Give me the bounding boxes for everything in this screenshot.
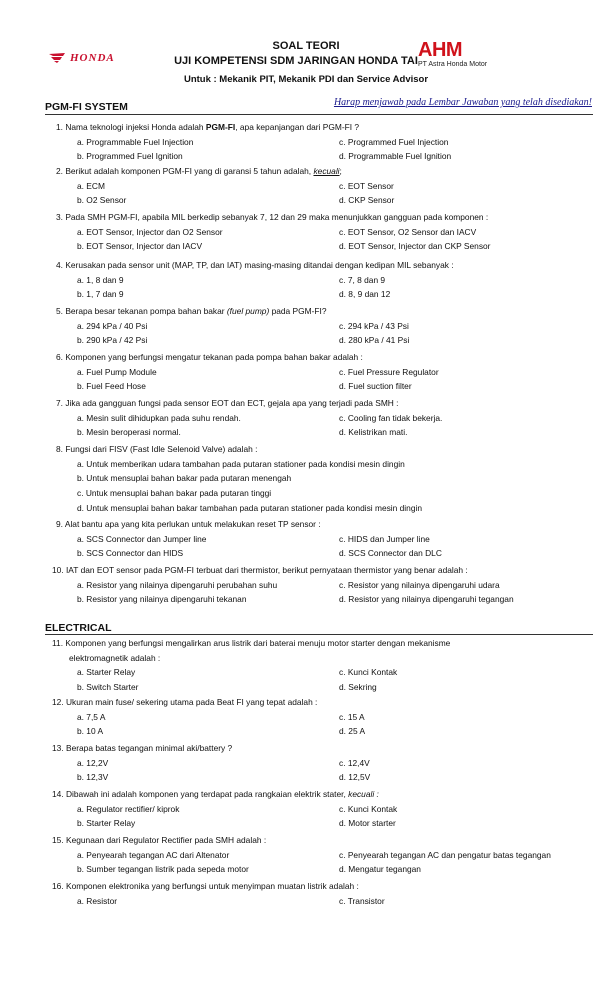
answer-option: a. Regulator rectifier/ kiprok [77, 803, 180, 814]
question-number: 1. [56, 122, 66, 132]
question-number: 9. [56, 519, 65, 529]
answer-option: a. ECM [77, 180, 105, 191]
question-number: 16. [52, 881, 66, 891]
answer-option: a. Starter Relay [77, 667, 136, 678]
question [56, 212, 488, 223]
ahm-logo-text: AHM [418, 39, 463, 61]
question-number: 5. [56, 306, 66, 316]
answer-option: a. Fuel Pump Module [77, 366, 157, 377]
question-text: Kerusakan pada sensor unit (MAP, TP, dan IAT) masing-masing ditandai dengan kedipan MIL sebanyak : [65, 260, 454, 270]
question-text: Jika ada gangguan fungsi pada sensor EOT dan ECT, gejala apa yang terjadi pada SMH : [65, 398, 399, 408]
question [52, 565, 468, 576]
question [56, 306, 327, 317]
answer-option: c. 294 kPa / 43 Psi [339, 320, 409, 331]
honda-logo-text: HONDA [70, 52, 115, 64]
question-number: 6. [56, 352, 66, 362]
answer-option: a. Penyearah tegangan AC dari Altenator [77, 849, 230, 860]
question-text: PGM-FI [205, 122, 236, 132]
answer-option: a. Resistor [77, 895, 118, 906]
question-text: (fuel pump) [226, 306, 270, 316]
question-number: 8. [56, 444, 66, 454]
answer-option: b. 290 kPa / 42 Psi [77, 335, 148, 346]
answer-option: a. 7,5 A [77, 711, 106, 722]
question [52, 881, 359, 892]
answer-option: b. EOT Sensor, Injector dan IACV [77, 241, 203, 252]
answer-option: b. Resistor yang nilainya dipengaruhi tekanan [77, 594, 247, 605]
section-divider [45, 634, 593, 635]
answer-option: d. 25 A [339, 726, 366, 737]
answer-option: d. 8, 9 dan 12 [339, 289, 391, 300]
question-number: 13. [52, 743, 66, 753]
answer-option: d. Resistor yang nilainya dipengaruhi tegangan [339, 594, 514, 605]
exam-subtitle: UJI KOMPETENSI SDM JARINGAN HONDA TAI [174, 55, 418, 67]
answer-option: a. 12,2V [77, 757, 109, 768]
section-title: PGM-FI SYSTEM [45, 101, 128, 113]
question-text-continued: elektromagnetik adalah : [69, 652, 161, 663]
answer-option: d. Sekring [339, 682, 377, 693]
answer-option: b. Starter Relay [77, 818, 136, 829]
answer-option: b. 1, 7 dan 9 [77, 289, 124, 300]
question-number: 10. [52, 565, 66, 575]
answer-option: c. EOT Sensor [339, 180, 394, 191]
answer-option: b. Mesin beroperasi normal. [77, 427, 181, 438]
ahm-logo-subtext: PT Astra Honda Motor [418, 61, 488, 68]
answer-option: c. Transistor [339, 895, 385, 906]
answer-option: b. 12,3V [77, 772, 109, 783]
ahm-logo [418, 40, 508, 69]
answer-option: c. Kunci Kontak [339, 667, 398, 678]
exam-title: SOAL TEORI [272, 40, 340, 52]
answer-option: a. Programmable Fuel Injection [77, 136, 194, 147]
question-text: Ukuran main fuse/ sekering utama pada Beat FI yang tepat adalah : [65, 697, 318, 707]
question [52, 789, 379, 800]
exam-audience: Untuk : Mekanik PIT, Mekanik PDI dan Service Advisor [183, 74, 429, 85]
question-text: Fungsi dari FISV (Fast Idle Selenoid Valve) adalah : [65, 444, 258, 454]
answer-option: a. 294 kPa / 40 Psi [77, 320, 148, 331]
answer-option: c. 15 A [339, 711, 365, 722]
answer-option: c. Resistor yang nilainya dipengaruhi udara [339, 579, 500, 590]
answer-option: b. SCS Connector dan HIDS [77, 548, 184, 559]
answer-instruction: Harap menjawab pada Lembar Jawaban yang telah disediakan! [333, 97, 592, 108]
question-text: Komponen yang berfungsi mengatur tekanan pada pompa bahan bakar adalah : [65, 352, 363, 362]
question-text: kecuali [313, 166, 340, 176]
section-divider [45, 114, 593, 115]
question-text: pada PGM-FI? [269, 306, 327, 316]
answer-option: b. Switch Starter [77, 682, 139, 693]
answer-option: b. O2 Sensor [77, 195, 127, 206]
question-number: 15. [52, 835, 66, 845]
answer-option: a. EOT Sensor, Injector dan O2 Sensor [77, 226, 223, 237]
answer-option: c. Cooling fan tidak bekerja. [339, 412, 443, 423]
answer-option: d. Fuel suction filter [339, 381, 412, 392]
answer-option: d. SCS Connector dan DLC [339, 548, 442, 559]
question [56, 166, 342, 177]
answer-option: d. 280 kPa / 41 Psi [339, 335, 410, 346]
question-text: Berapa batas tegangan minimal aki/battery ? [65, 743, 233, 753]
question-number: 3. [56, 212, 66, 222]
answer-option: c. EOT Sensor, O2 Sensor dan IACV [339, 226, 477, 237]
question [56, 519, 321, 530]
question [56, 444, 257, 455]
question-text: Pada SMH PGM-FI, apabila MIL berkedip sebanyak 7, 12 dan 29 maka menunjukkan gangguan pada komponen : [65, 212, 489, 222]
answer-option: c. Programmed Fuel Injection [339, 136, 449, 147]
answer-option: d. CKP Sensor [339, 195, 395, 206]
question-number: 4. [56, 260, 66, 270]
question [56, 398, 399, 409]
answer-option: b. Programmed Fuel Ignition [77, 151, 183, 162]
answer-option: a. SCS Connector dan Jumper line [77, 533, 207, 544]
question [56, 260, 454, 271]
answer-option: d. Mengatur tegangan [339, 864, 421, 875]
question-text: IAT dan EOT sensor pada PGM-FI terbuat dari thermistor, berikut pernyataan thermistor yang benar adalah : [65, 565, 468, 575]
answer-option: c. Kunci Kontak [339, 803, 398, 814]
question-text: Komponen elektronika yang berfungsi untuk menyimpan muatan listrik adalah : [65, 881, 359, 891]
answer-option: c. 12,4V [339, 757, 370, 768]
answer-option: b. Untuk mensuplai bahan bakar pada putaran menengah [77, 473, 292, 484]
question [52, 835, 266, 846]
question [56, 352, 363, 363]
answer-option: d. EOT Sensor, Injector dan CKP Sensor [339, 241, 491, 252]
question-text: kecuali : [348, 789, 379, 799]
answer-option: b. Fuel Feed Hose [77, 381, 146, 392]
answer-option: a. Resistor yang nilainya dipengaruhi perubahan suhu [77, 579, 278, 590]
question-number: 2. [56, 166, 66, 176]
question-number: 12. [52, 697, 66, 707]
question-number: 14. [52, 789, 66, 799]
question-number: 11. [52, 638, 66, 648]
answer-option: a. Mesin sulit dihidupkan pada suhu rendah. [77, 412, 241, 423]
question [52, 638, 450, 649]
question-text: ; [339, 166, 342, 176]
section-title: ELECTRICAL [45, 622, 112, 634]
answer-option: b. Sumber tegangan listrik pada sepeda motor [77, 864, 249, 875]
question-text: Kegunaan dari Regulator Rectifier pada SMH adalah : [65, 835, 267, 845]
question-text: , apa kepanjangan dari PGM-FI ? [235, 122, 360, 132]
answer-option: d. 12,5V [339, 772, 371, 783]
question-text: Komponen yang berfungsi mengalirkan arus listrik dari baterai menuju motor starter dengan mekanisme [65, 638, 451, 648]
question-text: Alat bantu apa yang kita perlukan untuk melakukan reset TP sensor : [64, 519, 321, 529]
answer-option: c. HIDS dan Jumper line [339, 533, 430, 544]
answer-option: d. Kelistrikan mati. [339, 427, 408, 438]
question-text: Dibawah ini adalah komponen yang terdapat pada rangkaian elektrik stater, [65, 789, 349, 799]
answer-option: b. 10 A [77, 726, 104, 737]
question [52, 743, 232, 754]
question-text: Berapa besar tekanan pompa bahan bakar [65, 306, 227, 316]
answer-option: d. Untuk mensuplai bahan bakar tambahan pada putaran stationer pada kondisi mesin dingin [77, 502, 422, 513]
answer-option: c. Penyearah tegangan AC dan pengatur batas tegangan [339, 849, 551, 860]
answer-option: c. 7, 8 dan 9 [339, 274, 386, 285]
question-text: Berikut adalah komponen PGM-FI yang di garansi 5 tahun adalah, [65, 166, 314, 176]
question-text: Nama teknologi injeksi Honda adalah [65, 122, 206, 132]
question [52, 697, 317, 708]
question-number: 7. [56, 398, 66, 408]
answer-option: a. 1, 8 dan 9 [77, 274, 124, 285]
answer-option: d. Motor starter [339, 818, 396, 829]
answer-option: d. Programmable Fuel Ignition [339, 151, 452, 162]
answer-option: c. Fuel Pressure Regulator [339, 366, 439, 377]
question [56, 122, 359, 133]
answer-option: c. Untuk mensuplai bahan bakar pada putaran tinggi [77, 488, 272, 499]
answer-option: a. Untuk memberikan udara tambahan pada putaran stationer pada kondisi mesin dingin [77, 458, 405, 469]
